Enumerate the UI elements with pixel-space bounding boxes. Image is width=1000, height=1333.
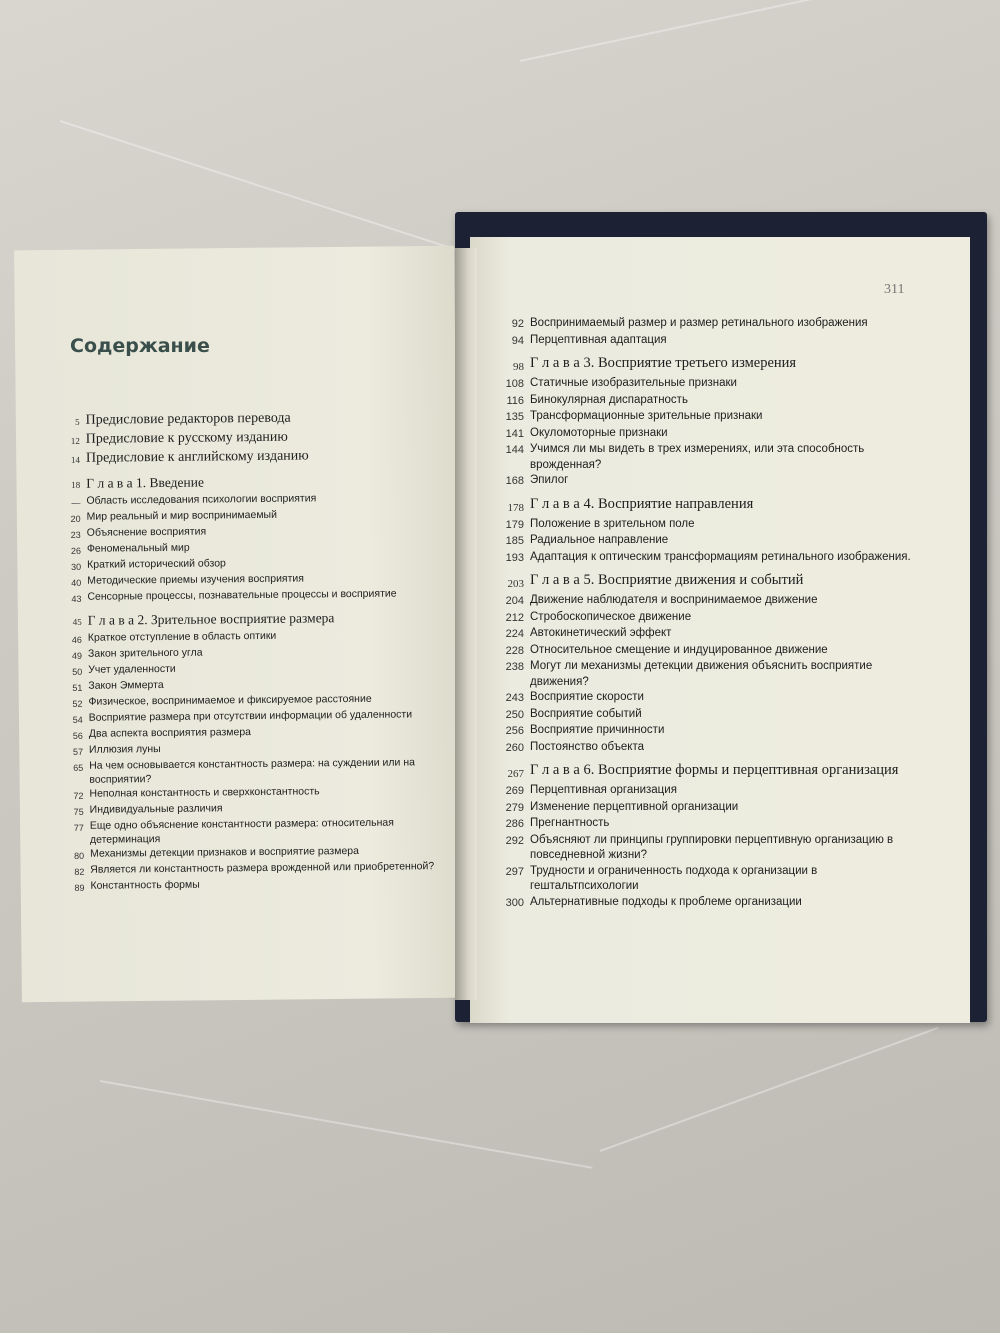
toc-title: Еще одно объяснение константности размера: относительная детерминация bbox=[89, 816, 394, 846]
toc-entry bbox=[498, 593, 918, 610]
toc-title: Феноменальный мир bbox=[86, 541, 190, 555]
toc-page-number: 5 bbox=[75, 416, 80, 427]
toc-title: Восприятие причинности bbox=[530, 724, 665, 736]
toc-page-number: 56 bbox=[72, 730, 83, 741]
toc-entry bbox=[498, 626, 918, 643]
toc-entry bbox=[498, 376, 918, 393]
toc-title: Иллюзия луны bbox=[88, 743, 161, 756]
toc-page-number: 46 bbox=[71, 634, 82, 645]
toc-title: Индивидуальные различия bbox=[89, 802, 223, 816]
toc-title: Движение наблюдателя и воспринимаемое движение bbox=[530, 594, 818, 606]
toc-title: Краткий исторический обзор bbox=[87, 557, 226, 571]
toc-title: Постоянство объекта bbox=[530, 740, 644, 753]
toc-title: Механизмы детекции признаков и восприятие размера bbox=[90, 844, 360, 860]
toc-page-number: — bbox=[71, 497, 81, 508]
toc-entry bbox=[64, 815, 454, 847]
toc-page-number: 279 bbox=[505, 801, 524, 814]
toc-page-number: 49 bbox=[71, 650, 83, 661]
toc-page-number: 179 bbox=[505, 518, 524, 531]
toc-title: Статичные изобразительные признаки bbox=[530, 377, 737, 389]
toc-entry bbox=[498, 659, 918, 690]
toc-title: Восприятие скорости bbox=[530, 691, 644, 703]
toc-title: Бинокулярная диспаратность bbox=[530, 393, 688, 406]
toc-page-number: 54 bbox=[72, 714, 83, 725]
toc-title: Учимся ли мы видеть в трех измерениях, или эта способность врожденная? bbox=[530, 443, 865, 471]
toc-page-number: 250 bbox=[505, 708, 524, 721]
toc-page-number: 141 bbox=[505, 427, 524, 440]
toc-title: Является ли константность размера врожденной или приобретенной? bbox=[90, 860, 435, 876]
toc-page-number: 260 bbox=[505, 741, 524, 754]
marble-vein bbox=[100, 1080, 593, 1169]
toc-title: Мир реальный и мир воспринимаемый bbox=[86, 508, 278, 523]
toc-entry bbox=[498, 707, 918, 724]
toc-page-number: 77 bbox=[73, 822, 84, 833]
toc-page-number: 135 bbox=[505, 411, 524, 423]
toc-page-number: 228 bbox=[505, 644, 524, 657]
toc-page-number: 286 bbox=[505, 818, 524, 830]
toc-title: Перцептивная адаптация bbox=[530, 333, 667, 346]
toc-title: Г л а в а 6. Восприятие формы и перцептивная организация bbox=[530, 762, 899, 778]
toc-chapter-entry bbox=[498, 355, 918, 376]
toc-entry bbox=[498, 643, 918, 660]
toc-page-number: 243 bbox=[505, 692, 524, 704]
toc-title: Г л а в а 3. Восприятие третьего измерения bbox=[530, 355, 797, 371]
toc-entry bbox=[61, 586, 451, 606]
toc-page-number: 89 bbox=[74, 882, 85, 893]
toc-title: Г л а в а 4. Восприятие направления bbox=[530, 495, 754, 512]
toc-page-number: 144 bbox=[505, 444, 524, 456]
toc-entry bbox=[498, 533, 918, 550]
toc-title: Г л а в а 1. Введение bbox=[86, 474, 205, 491]
toc-page-number: 238 bbox=[505, 661, 524, 673]
toc-title: Могут ли механизмы детекции движения объяснить восприятие движения? bbox=[530, 660, 873, 688]
toc-entry bbox=[498, 550, 918, 567]
toc-title: Неполная константность и сверхконстантность bbox=[89, 785, 320, 800]
marble-vein bbox=[60, 120, 460, 252]
toc-page-number: 108 bbox=[505, 378, 524, 390]
toc-title: Трудности и ограниченность подхода к организации в гештальтпсихологии bbox=[530, 864, 818, 892]
toc-entry bbox=[498, 442, 918, 473]
toc-title: Предисловие редакторов перевода bbox=[85, 410, 291, 428]
toc-page-number: 256 bbox=[505, 725, 524, 737]
toc-page-number: 94 bbox=[511, 334, 524, 347]
toc-title: Учет удаленности bbox=[88, 662, 176, 676]
toc-entry bbox=[498, 864, 918, 895]
toc-page-number: 12 bbox=[70, 435, 80, 446]
toc-page-number: 57 bbox=[72, 746, 84, 757]
toc-title: Воспринимаемый размер и размер ретинального изображения bbox=[530, 317, 868, 329]
toc-page-number: 116 bbox=[506, 394, 524, 407]
toc-entry bbox=[498, 895, 918, 912]
toc-page-number: 65 bbox=[73, 762, 84, 773]
toc-title: Восприятие событий bbox=[530, 707, 642, 720]
marble-vein bbox=[600, 1027, 939, 1152]
toc-page-number: 40 bbox=[71, 577, 82, 588]
toc-page-number: 193 bbox=[505, 551, 524, 564]
toc-title: На чем основывается константность размера: на суждении или на восприятии? bbox=[89, 756, 416, 786]
toc-title: Стробоскопическое движение bbox=[530, 610, 692, 623]
toc-title: Константность формы bbox=[90, 878, 200, 892]
toc-entry bbox=[498, 517, 918, 534]
toc-page-number: 297 bbox=[505, 865, 524, 878]
toc-title: Прегнантность bbox=[530, 817, 610, 829]
toc-title: Трансформационные зрительные признаки bbox=[530, 410, 763, 422]
toc-page-number: 51 bbox=[72, 682, 83, 693]
toc-entry bbox=[498, 473, 918, 490]
toc-entry bbox=[498, 833, 918, 864]
toc-entry bbox=[498, 409, 918, 426]
toc-title: Г л а в а 2. Зрительное восприятие размера bbox=[87, 610, 335, 628]
toc-title: Закон Эммерта bbox=[88, 678, 164, 692]
toc-page-number: 26 bbox=[70, 545, 81, 556]
toc-page-number: 178 bbox=[507, 501, 524, 514]
toc-title: Закон зрительного угла bbox=[87, 646, 203, 660]
toc-page-number: 45 bbox=[72, 616, 82, 627]
toc-entry bbox=[498, 610, 918, 627]
toc-entry bbox=[498, 740, 918, 757]
toc-entry bbox=[498, 690, 918, 707]
toc-title: Изменение перцептивной организации bbox=[530, 800, 739, 813]
page-number: 311 bbox=[884, 282, 905, 297]
toc-page-number: 23 bbox=[70, 529, 81, 540]
toc-page-number: 269 bbox=[505, 785, 524, 797]
toc-chapter-entry bbox=[498, 496, 918, 517]
toc-entry bbox=[60, 446, 450, 469]
toc-page-number: 82 bbox=[74, 866, 85, 877]
toc-page-number: 80 bbox=[74, 850, 85, 861]
toc-title: Положение в зрительном поле bbox=[530, 517, 695, 530]
toc-title: Перцептивная организация bbox=[530, 784, 677, 796]
toc-title: Предисловие к русскому изданию bbox=[85, 429, 288, 447]
toc-chapter-entry bbox=[498, 572, 918, 593]
toc-entry bbox=[498, 783, 918, 800]
toc-title: Г л а в а 5. Восприятие движения и событий bbox=[530, 572, 804, 588]
toc-page-number: 267 bbox=[507, 768, 524, 780]
toc-entry bbox=[63, 755, 453, 787]
toc-title: Альтернативные подходы к проблеме организации bbox=[530, 895, 802, 908]
toc-title: Два аспекта восприятия размера bbox=[88, 726, 252, 740]
toc-title: Восприятие размера при отсутствии информации об удаленности bbox=[88, 708, 413, 724]
toc-title: Адаптация к оптическим трансформациям ретинального изображения. bbox=[530, 550, 911, 563]
toc-title: Методические приемы изучения восприятия bbox=[87, 572, 305, 587]
toc-page-number: 292 bbox=[505, 834, 524, 847]
toc-page-number: 43 bbox=[71, 593, 82, 604]
toc-title: Физическое, воспринимаемое и фиксируемое расстояние bbox=[88, 692, 372, 708]
toc-chapter-entry bbox=[498, 762, 918, 783]
toc-entry bbox=[498, 426, 918, 443]
toc-page-number: 14 bbox=[70, 454, 81, 465]
toc-page-number: 20 bbox=[70, 513, 81, 524]
toc-page-number: 204 bbox=[505, 595, 524, 607]
toc-right-column bbox=[498, 316, 918, 911]
toc-title: Область исследования психологии восприятия bbox=[86, 492, 317, 507]
toc-entry bbox=[498, 316, 918, 333]
toc-page-number: 185 bbox=[505, 535, 524, 547]
marble-vein bbox=[520, 0, 892, 62]
toc-title: Автокинетический эффект bbox=[530, 627, 672, 639]
toc-title: Радиальное направление bbox=[530, 534, 669, 546]
toc-page-number: 300 bbox=[505, 896, 524, 909]
toc-entry bbox=[498, 393, 918, 410]
toc-entry bbox=[498, 333, 918, 350]
toc-page-number: 18 bbox=[71, 479, 81, 490]
toc-page-number: 72 bbox=[73, 790, 84, 801]
toc-title: Окуломоторные признаки bbox=[530, 426, 668, 439]
toc-entry bbox=[498, 800, 918, 817]
toc-page-number: 168 bbox=[505, 475, 524, 487]
toc-title: Относительное смещение и индуцированное движение bbox=[530, 643, 828, 656]
book-spine bbox=[455, 248, 477, 1000]
toc-title: Объясняют ли принципы группировки перцептивную организацию в повседневной жизни? bbox=[530, 833, 894, 861]
toc-title: Объяснение восприятия bbox=[86, 525, 207, 539]
toc-title: Эпилог bbox=[530, 474, 569, 486]
toc-entry bbox=[498, 723, 918, 740]
toc-page-number: 212 bbox=[505, 611, 524, 624]
toc-page-number: 50 bbox=[72, 666, 83, 677]
toc-left-column bbox=[59, 408, 454, 895]
toc-title: Сенсорные процессы, познавательные процессы и восприятие bbox=[87, 587, 397, 603]
toc-title: Краткое отступление в область оптики bbox=[87, 629, 277, 644]
toc-page-number: 224 bbox=[505, 628, 524, 640]
toc-page-number: 75 bbox=[73, 806, 84, 817]
toc-entry bbox=[498, 816, 918, 833]
toc-title: Предисловие к английскому изданию bbox=[85, 448, 309, 466]
toc-page-number: 30 bbox=[71, 561, 82, 572]
toc-page-number: 92 bbox=[511, 318, 524, 330]
toc-page-number: 203 bbox=[507, 578, 524, 590]
page-heading: Содержание bbox=[70, 335, 210, 357]
toc-page-number: 52 bbox=[72, 698, 83, 709]
toc-page-number: 98 bbox=[513, 361, 524, 373]
